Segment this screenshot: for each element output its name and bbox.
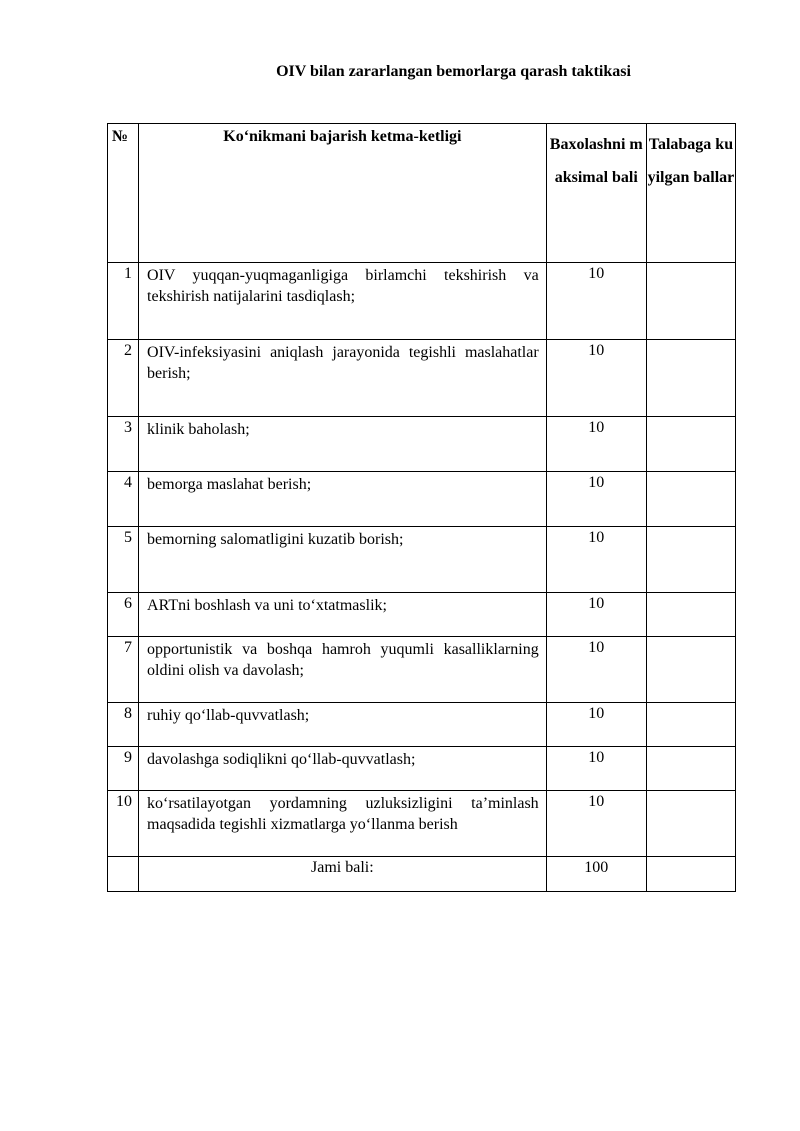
row-number: 8 (108, 703, 139, 747)
row-number: 7 (108, 637, 139, 703)
row-number: 5 (108, 527, 139, 593)
row-description: opportunistik va boshqa hamroh yuqumli kasalliklarning oldini olish va davolash; (139, 637, 547, 703)
row-number: 4 (108, 472, 139, 527)
page-title: OIV bilan zararlangan bemorlarga qarash taktikasi (276, 63, 631, 80)
table-body (108, 263, 736, 857)
table-header-row (108, 124, 736, 263)
table-row (108, 791, 736, 857)
total-row (108, 857, 736, 892)
total-label: Jami bali: (139, 857, 547, 892)
row-description: klinik baholash; (139, 417, 547, 472)
table-row (108, 747, 736, 791)
row-number: 10 (108, 791, 139, 857)
row-description: davolashga sodiqlikni qo‘llab-quvvatlash; (139, 747, 547, 791)
row-student-score (646, 791, 735, 857)
row-description: bemorga maslahat berish; (139, 472, 547, 527)
total-student-cell (646, 857, 735, 892)
row-description: ruhiy qo‘llab-quvvatlash; (139, 703, 547, 747)
table-row (108, 417, 736, 472)
row-description: ARTni boshlash va uni to‘xtatmaslik; (139, 593, 547, 637)
row-max-score: 10 (546, 791, 646, 857)
skills-table (107, 123, 736, 892)
table-row (108, 340, 736, 417)
row-student-score (646, 340, 735, 417)
header-student-score: Talabaga kuyilgan ballar (646, 124, 735, 263)
row-max-score: 10 (546, 472, 646, 527)
row-student-score (646, 417, 735, 472)
table-row (108, 472, 736, 527)
row-student-score (646, 527, 735, 593)
row-student-score (646, 703, 735, 747)
row-max-score: 10 (546, 263, 646, 340)
row-description: OIV-infeksiyasini aniqlash jarayonida tegishli maslahatlar berish; (139, 340, 547, 417)
header-description: Ko‘nikmani bajarish ketma-ketligi (139, 124, 547, 263)
table-row (108, 263, 736, 340)
row-max-score: 10 (546, 593, 646, 637)
row-max-score: 10 (546, 703, 646, 747)
row-number: 2 (108, 340, 139, 417)
header-max-score: Baxolashni maksimal bali (546, 124, 646, 263)
row-student-score (646, 593, 735, 637)
row-description: bemorning salomatligini kuzatib borish; (139, 527, 547, 593)
total-value: 100 (546, 857, 646, 892)
row-student-score (646, 472, 735, 527)
row-max-score: 10 (546, 637, 646, 703)
row-description: ko‘rsatilayotgan yordamning uzluksizligini ta’minlash maqsadida tegishli xizmatlarga yo‘llanma berish (139, 791, 547, 857)
row-max-score: 10 (546, 340, 646, 417)
row-description: OIV yuqqan-yuqmaganligiga birlamchi tekshirish va tekshirish natijalarini tasdiqlash; (139, 263, 547, 340)
total-num-cell (108, 857, 139, 892)
row-student-score (646, 637, 735, 703)
header-number: № (108, 124, 139, 263)
table-row (108, 703, 736, 747)
table-row (108, 527, 736, 593)
row-number: 3 (108, 417, 139, 472)
row-number: 6 (108, 593, 139, 637)
row-max-score: 10 (546, 747, 646, 791)
row-max-score: 10 (546, 527, 646, 593)
row-number: 1 (108, 263, 139, 340)
row-max-score: 10 (546, 417, 646, 472)
table-row (108, 593, 736, 637)
table-row (108, 637, 736, 703)
row-student-score (646, 747, 735, 791)
row-student-score (646, 263, 735, 340)
row-number: 9 (108, 747, 139, 791)
